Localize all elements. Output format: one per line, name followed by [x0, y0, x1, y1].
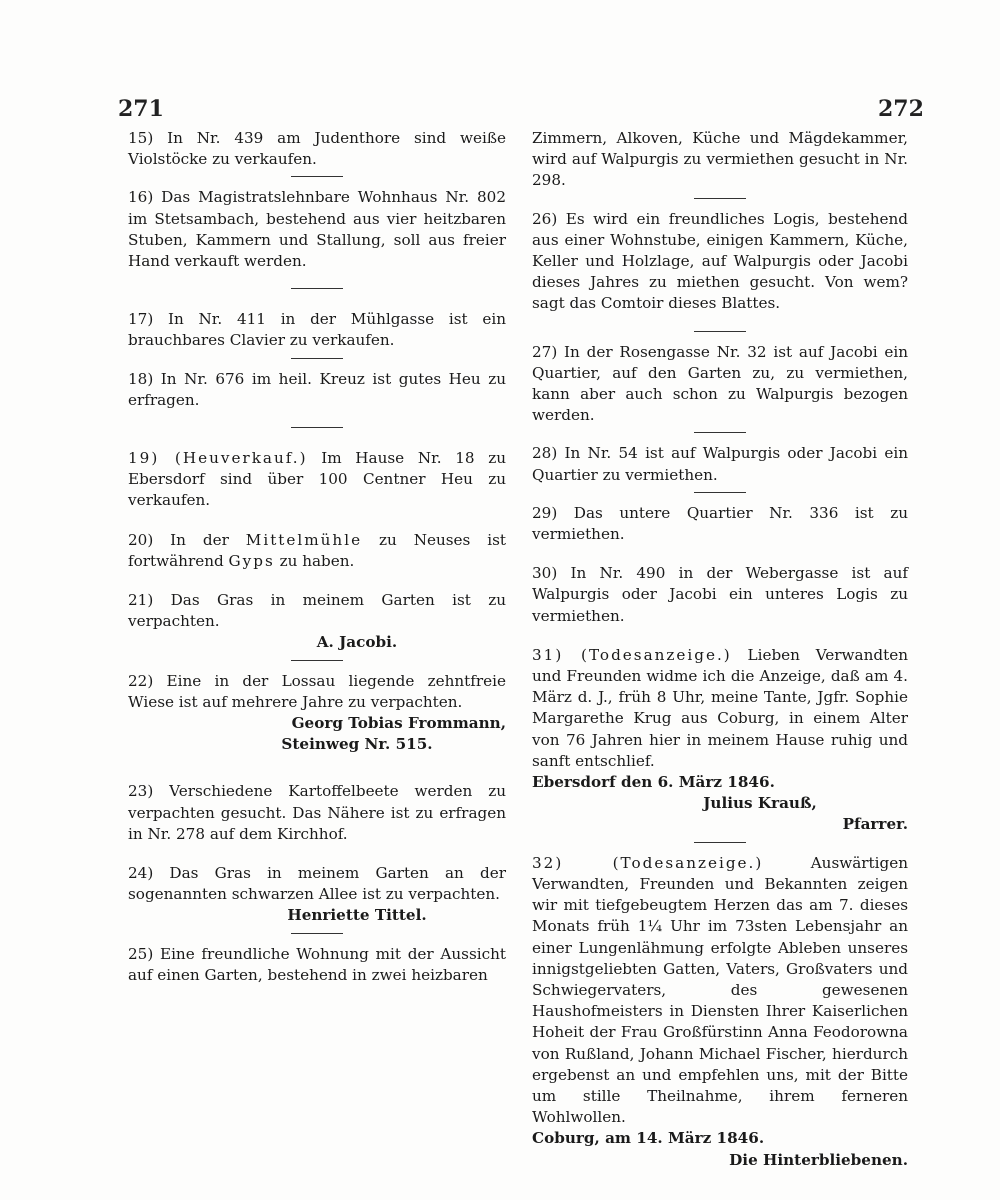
divider-rule — [291, 660, 343, 661]
notice-22-signature-name: Georg Tobias Frommann, — [291, 714, 506, 733]
notice-23: 23) Verschiedene Kartoffelbeete werden zu verpachten gesucht. Das Nähere ist zu erfragen in Nr. 278 auf dem Kirchhof. — [128, 782, 506, 843]
notice-31-signature-title: Pfarrer. — [842, 815, 908, 834]
notice-19-heading: 19) (Heuverkauf.) — [128, 449, 308, 468]
notice-25: 25) Eine freundliche Wohnung mit der Aussicht auf einen Garten, bestehend in zwei heizbaren — [128, 944, 506, 984]
notice-31-signature-name: Julius Krauß, — [703, 794, 817, 813]
page-number-left: 271 — [118, 96, 164, 122]
notice-22: 22) Eine in der Lossau liegende zehntfreie Wiese ist auf mehrere Jahre zu verpachten. — [128, 671, 506, 711]
notice-20-text-a: 20) In der — [128, 530, 229, 549]
notice-31 — [532, 645, 908, 772]
notice-17: 17) In Nr. 411 in der Mühlgasse ist ein brauchbares Clavier zu verkaufen. — [128, 310, 506, 350]
divider-rule — [694, 331, 746, 332]
notice-21-signature: A. Jacobi. — [316, 633, 398, 652]
notice-15: 15) In Nr. 439 am Judenthore sind weiße Violstöcke zu verkaufen. — [128, 129, 506, 169]
notice-30: 30) In Nr. 490 in der Webergasse ist auf Walpurgis oder Jacobi ein unteres Logis zu vermiethen. — [532, 564, 908, 625]
divider-rule — [291, 933, 343, 934]
notice-32-text: Auswärtigen Verwandten, Freunden und Bekannten zeigen wir mit tiefgebeugtem Herzen das am 7. dieses Monats früh 1¼ Uhr im 73sten Lebensjahr an einer Lungenlähmung erfolgte Ableben unseres innigstgeliebten Gatten, Vaters, Großvaters und Schwiegervaters, des gewesenen Haushofmeisters in Diensten Ihrer Kaiserlichen Hoheit der Frau Großfürstinn Anna Feodorowna von Rußland, Johann Michael Fischer, hierdurch ergebenst an und empfehlen uns, mit der Bitte um stille Theilnahme, ihrem ferneren Wohlwollen. — [532, 853, 909, 1127]
page-number-right: 272 — [878, 96, 924, 122]
notice-31-place-date: Ebersdorf den 6. März 1846. — [532, 773, 775, 792]
divider-rule — [694, 198, 746, 199]
notice-20-text-c: zu haben. — [279, 551, 355, 570]
left-column — [128, 128, 506, 986]
notice-32-signature: Die Hinterbliebenen. — [729, 1150, 908, 1169]
divider-rule — [291, 427, 343, 428]
notice-24-signature: Henriette Tittel. — [287, 906, 427, 925]
right-column — [532, 128, 908, 1171]
divider-rule — [291, 176, 343, 177]
notice-26: 26) Es wird ein freundliches Logis, bestehend aus einer Wohnstube, einigen Kammern, Küche, Keller und Holzlage, auf Walpurgis oder Jacobi dieses Jahres zu miethen gesucht. Von wem? sagt das Comtoir dieses Blattes. — [532, 209, 908, 313]
notice-25-continued: Zimmern, Alkoven, Küche und Mägdekammer, wird auf Walpurgis zu vermiethen gesucht in Nr. 298. — [532, 129, 908, 190]
notice-31-heading: 31) (Todesanzeige.) — [532, 645, 732, 664]
divider-rule — [694, 492, 746, 493]
notice-32-heading: 32) (Todesanzeige.) — [532, 853, 764, 872]
notice-27: 27) In der Rosengasse Nr. 32 ist auf Jacobi ein Quartier, auf den Garten zu, zu vermiethen, kann aber auch schon zu Walpurgis bezogen werden. — [532, 342, 908, 425]
notice-20-mill-name: Mittelmühle — [245, 530, 363, 549]
notice-20-gypsum: Gyps — [228, 551, 275, 570]
notice-18: 18) In Nr. 676 im heil. Kreuz ist gutes Heu zu erfragen. — [128, 369, 506, 409]
notice-24: 24) Das Gras in meinem Garten an der sogenannten schwarzen Allee ist zu verpachten. — [128, 864, 506, 904]
notice-31-text: Lieben Verwandten und Freunden widme ich die Anzeige, daß am 4. März d. J., früh 8 Uhr, meine Tante, Jgfr. Sophie Margarethe Krug aus Coburg, in einem Alter von 76 Jahren hier in meinem Hause ruhig und sanft entschlief. — [532, 645, 908, 770]
notice-29: 29) Das untere Quartier Nr. 336 ist zu vermiethen. — [532, 503, 908, 544]
divider-rule — [694, 842, 746, 843]
notice-32 — [532, 853, 908, 1129]
notice-16: 16) Das Magistratslehnbare Wohnhaus Nr. 802 im Stetsambach, bestehend aus vier heitzbaren Stuben, Kammern und Stallung, soll aus freier Hand verkauft werden. — [128, 188, 506, 271]
notice-20-text-b: zu Neuses ist fortwährend — [128, 530, 506, 570]
notice-21: 21) Das Gras in meinem Garten ist zu verpachten. — [128, 591, 506, 631]
divider-rule — [291, 358, 343, 359]
divider-rule — [291, 288, 343, 289]
divider-rule — [694, 432, 746, 433]
notice-22-signature-address: Steinweg Nr. 515. — [281, 735, 433, 754]
notice-32-place-date: Coburg, am 14. März 1846. — [532, 1129, 765, 1148]
notice-28: 28) In Nr. 54 ist auf Walpurgis oder Jacobi ein Quartier zu vermiethen. — [532, 444, 908, 484]
notice-19-text: Im Hause Nr. 18 zu Ebersdorf sind über 100 Centner Heu zu verkaufen. — [128, 449, 506, 510]
notice-19 — [128, 448, 506, 512]
notice-20 — [128, 530, 506, 572]
